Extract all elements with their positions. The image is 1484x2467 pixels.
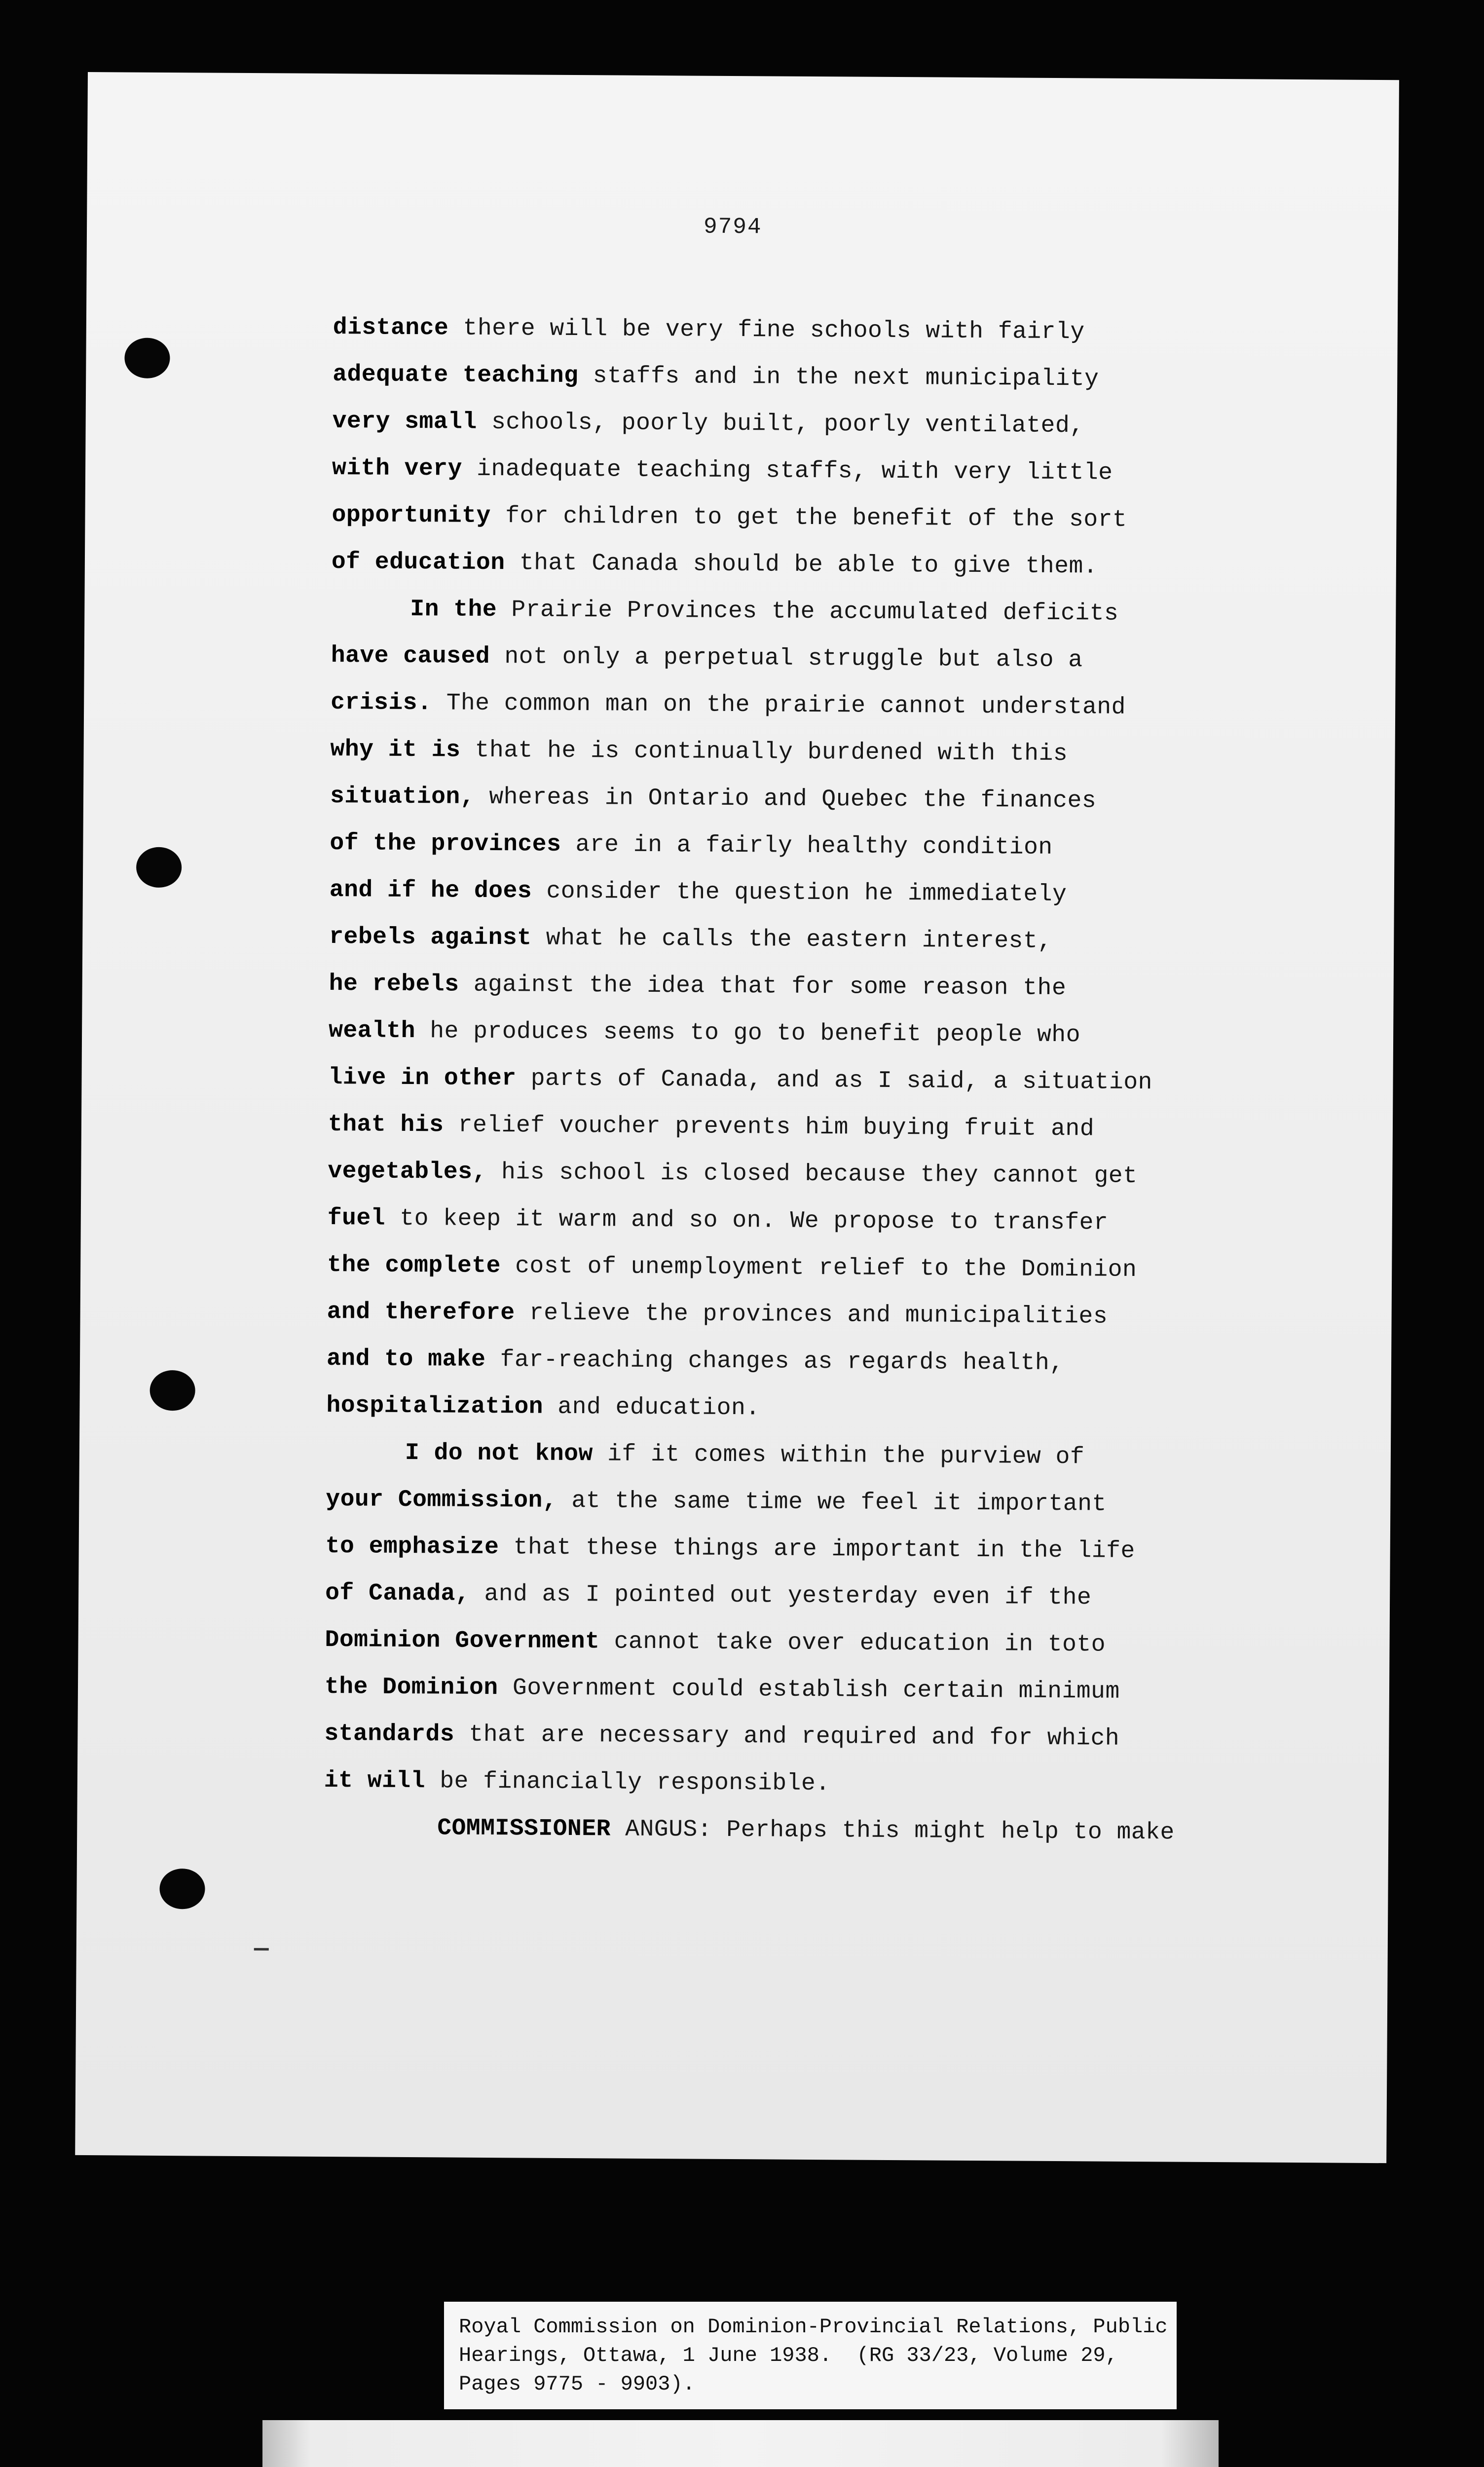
text-line-body: ANGUS: Perhaps this might help to make: [610, 1816, 1175, 1846]
text-line-body: for children to get the benefit of the sort: [490, 503, 1127, 533]
text-line: [328, 1148, 1315, 1201]
text-line-emphasis: vegetables,: [328, 1158, 487, 1186]
text-line-emphasis: it will: [324, 1767, 426, 1795]
text-line-body: against the idea that for some reason the: [459, 971, 1067, 1002]
text-line: [327, 1336, 1314, 1388]
text-line-emphasis: wealth: [328, 1017, 416, 1045]
text-line-body: his school is closed because they cannot get: [486, 1159, 1138, 1190]
binder-hole-3: [149, 1370, 195, 1411]
binder-hole-2: [136, 847, 182, 888]
text-line-emphasis: In the: [410, 596, 497, 624]
text-line: [332, 492, 1319, 545]
text-line: [329, 914, 1316, 967]
text-line-body: whereas in Ontario and Quebec the finances: [474, 784, 1097, 815]
text-line-body: that Canada should be able to give them.: [505, 550, 1098, 580]
text-line-emphasis: and to make: [326, 1346, 486, 1373]
text-line: [324, 1757, 1311, 1810]
text-line-body: to keep it warm and so on. We propose to transfer: [385, 1205, 1109, 1236]
text-line-body: at the same time we feel it important: [557, 1487, 1107, 1518]
text-line-emphasis: situation,: [330, 783, 475, 811]
text-line-emphasis: rebels against: [329, 924, 532, 952]
text-line-body: relieve the provinces and municipalities: [515, 1300, 1108, 1330]
text-line-emphasis: that his: [328, 1111, 444, 1139]
text-line-emphasis: live in other: [328, 1064, 517, 1092]
text-line-body: that are necessary and required and for which: [454, 1721, 1120, 1752]
text-line: [330, 820, 1317, 873]
text-line-body: be financially responsible.: [425, 1768, 830, 1797]
text-line: [324, 1804, 1311, 1857]
text-line-emphasis: have caused: [331, 642, 490, 671]
text-line-body: cost of unemployment relief to the Dominion: [500, 1253, 1137, 1284]
text-line: [327, 1289, 1314, 1342]
text-line: [330, 726, 1317, 779]
text-line-body: schools, poorly built, poorly ventilated,: [477, 409, 1084, 440]
text-line: [330, 867, 1317, 920]
text-line: [326, 1383, 1313, 1435]
text-line: [332, 398, 1319, 451]
text-line-emphasis: with very: [332, 455, 463, 483]
text-line: [332, 445, 1319, 498]
text-line-emphasis: adequate teaching: [333, 361, 579, 390]
text-line-body: Government could establish certain minimum: [498, 1675, 1120, 1705]
text-line-emphasis: Dominion Government: [325, 1626, 600, 1655]
text-line-emphasis: hospitalization: [326, 1392, 544, 1420]
text-line-emphasis: standards: [324, 1720, 455, 1748]
text-line-emphasis: crisis.: [331, 689, 432, 717]
text-line: [326, 1429, 1313, 1482]
text-line-body: that he is continually burdened with this: [460, 737, 1068, 768]
text-line-emphasis: to emphasize: [325, 1533, 499, 1561]
text-line-emphasis: and if he does: [329, 877, 532, 905]
text-line-emphasis: distance: [333, 314, 449, 342]
text-line: [324, 1711, 1311, 1763]
text-line-emphasis: why it is: [330, 736, 461, 764]
citation-label: [444, 2302, 1177, 2409]
text-line-emphasis: the complete: [327, 1252, 501, 1280]
text-line-emphasis: very small: [332, 408, 477, 436]
text-line-body: Prairie Provinces the accumulated deficits: [497, 597, 1119, 627]
text-line: [327, 1242, 1314, 1295]
text-line-emphasis: I do not know: [405, 1439, 594, 1468]
text-line: [331, 633, 1318, 685]
text-line-body: consider the question he immediately: [531, 878, 1067, 908]
text-line: [326, 1476, 1313, 1529]
text-line-body: cannot take over education in toto: [599, 1628, 1106, 1658]
text-line: [329, 961, 1316, 1013]
text-line-body: relief voucher prevents him buying fruit and: [444, 1112, 1095, 1143]
margin-mark: [254, 1948, 269, 1950]
text-line-body: inadequate teaching staffs, with very little: [462, 455, 1113, 486]
text-line: [333, 351, 1320, 404]
text-line-body: and as I pointed out yesterday even if the: [470, 1580, 1092, 1611]
text-line-body: he produces seems to go to benefit people who: [415, 1018, 1081, 1049]
text-line-emphasis: of Canada,: [325, 1579, 470, 1607]
document-page: [75, 72, 1399, 2163]
text-line-emphasis: your Commission,: [326, 1486, 557, 1514]
text-line-body: and education.: [543, 1393, 760, 1422]
text-line: [330, 773, 1317, 826]
binder-hole-1: [124, 337, 170, 378]
text-line-body: that these things are important in the life: [499, 1534, 1135, 1565]
text-line-body: far-reaching changes as regards health,: [485, 1346, 1064, 1377]
text-line-body: there will be very fine schools with fairly: [448, 315, 1085, 346]
text-line: [325, 1570, 1312, 1623]
text-line-body: staffs and in the next municipality: [578, 363, 1099, 393]
text-line: [331, 586, 1318, 638]
text-line-emphasis: the Dominion: [324, 1673, 498, 1702]
citation-line-1: Royal Commission on Dominion-Provincial Relations, Public: [459, 2315, 1168, 2339]
text-line: [325, 1523, 1312, 1576]
text-line-body: The common man on the prairie cannot understand: [432, 690, 1126, 721]
citation-line-2: Hearings, Ottawa, 1 June 1938. (RG 33/23, Volume 29,: [459, 2344, 1118, 2367]
text-line: [331, 679, 1318, 732]
text-line: [332, 539, 1319, 592]
citation-line-3: Pages 9775 - 9903).: [459, 2372, 695, 2396]
text-line-body: what he calls the eastern interest,: [531, 925, 1052, 955]
text-line-emphasis: of education: [331, 549, 505, 577]
text-line: [328, 1054, 1315, 1107]
text-line-emphasis: of the provinces: [330, 830, 561, 858]
text-line-body: if it comes within the purview of: [593, 1441, 1085, 1471]
archive-stamp: [262, 2420, 1219, 2467]
text-line-body: parts of Canada, and as I said, a situation: [516, 1065, 1153, 1096]
text-line-emphasis: opportunity: [332, 502, 491, 530]
text-line: [325, 1617, 1312, 1670]
text-line: [328, 1101, 1315, 1154]
text-line: [325, 1664, 1312, 1717]
text-line: [328, 1195, 1315, 1248]
text-line-emphasis: he rebels: [329, 971, 459, 998]
text-line: [329, 1008, 1316, 1060]
text-line-body: are in a fairly healthy condition: [561, 831, 1053, 861]
typed-text-body: [324, 304, 1320, 1857]
text-line: [333, 304, 1320, 357]
text-line-emphasis: COMMISSIONER: [437, 1815, 611, 1843]
text-line-emphasis: and therefore: [327, 1299, 515, 1327]
text-line-emphasis: fuel: [327, 1205, 386, 1232]
text-line-body: not only a perpetual struggle but also a: [489, 643, 1083, 674]
binder-hole-4: [159, 1869, 205, 1909]
page-number: 9794: [703, 214, 762, 240]
